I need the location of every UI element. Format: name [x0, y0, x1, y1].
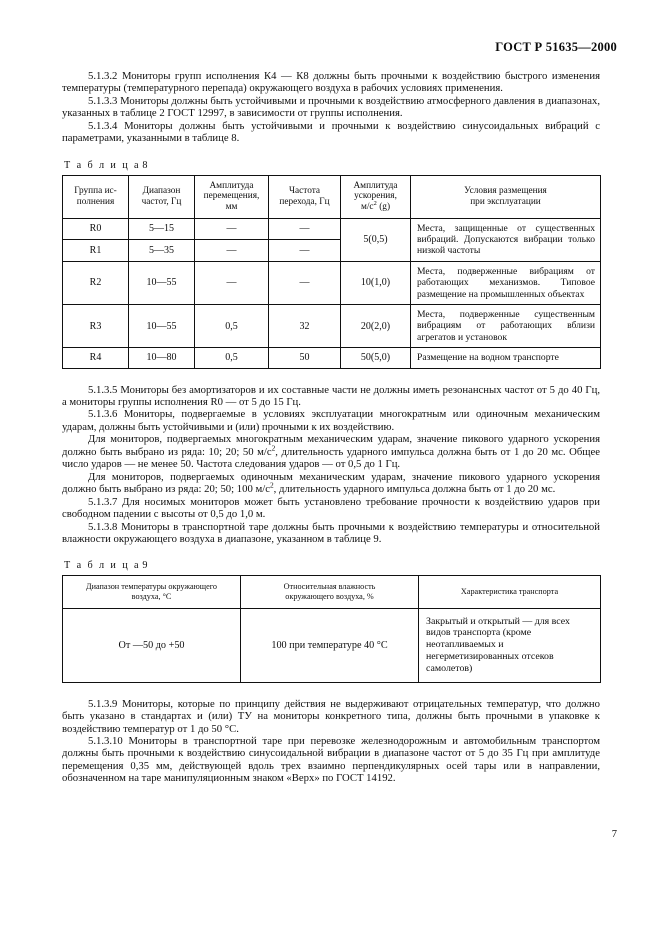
cell-group: R3	[63, 304, 129, 347]
hdr-line: Характеристика транспорта	[460, 587, 559, 597]
hdr-line: мм	[225, 201, 238, 212]
clause-5-1-3-3: 5.1.3.3 Мониторы должны быть устойчивыми и прочными к воздействию атмосферного давления в диапазонах, указанных в таблице 2 ГОСТ 12997, в зависимости от группы исполнения.	[62, 94, 600, 120]
cell-group: R2	[63, 261, 129, 304]
table-9	[62, 575, 601, 682]
spacer	[62, 683, 600, 698]
hdr-line: окружающего воздуха, %	[285, 592, 374, 602]
cell-transition-frequency: —	[269, 218, 341, 240]
superscript-two: 2	[271, 443, 276, 453]
cell-displacement-amplitude: —	[195, 240, 269, 262]
clause-5-1-3-6-multiple-shocks: Для мониторов, подвергаемых многократным механическим ударам, значение пикового ударного ускорения должно быть выбрано из ряда: 10; 20; 50 $м/с^2$, длительность ударного импульса должна быть от 1 до 20 мс. Общее число ударов — не менее 50. Частота следования ударов — от 0,5 до 1 Гц.	[62, 433, 600, 471]
table-9-col-transport-characteristic	[419, 576, 601, 608]
hdr-line: частот, Гц	[141, 196, 182, 207]
table-8-col-acceleration-amplitude	[341, 175, 411, 218]
cell-frequency-range: 5—35	[129, 240, 195, 262]
cell-placement-conditions: Места, подверженные вибрациям от работающих механизмов. Типовое размещение на промышленных объектах	[411, 261, 601, 304]
hdr-line: перехода, Гц	[279, 196, 330, 207]
cell-frequency-range: 10—80	[129, 348, 195, 368]
spacer	[62, 145, 600, 160]
hdr-line: (g)	[376, 201, 391, 212]
cell-displacement-amplitude: —	[195, 261, 269, 304]
table-8	[62, 175, 601, 369]
cell-transition-frequency: —	[269, 240, 341, 262]
table-9-col-temperature-range	[63, 576, 241, 608]
clause-5-1-3-4: 5.1.3.4 Мониторы должны быть устойчивыми и прочными к воздействию синусоидальных вибраций с параметрами, указанными в таблице 8.	[62, 119, 600, 145]
clause-5-1-3-8: 5.1.3.8 Мониторы в транспортной таре должны быть прочными к воздействию температуры и относительной влажности окружающего воздуха в диапазоне, указанном в таблице 9.	[62, 520, 600, 545]
cell-frequency-range: 10—55	[129, 304, 195, 347]
table-8-col-placement-conditions	[411, 175, 601, 218]
page-number: 7	[611, 829, 617, 840]
table-8-caption-label: Т а б л и ц а	[64, 159, 141, 171]
cell-displacement-amplitude: 0,5	[195, 348, 269, 368]
table-9-caption	[64, 560, 600, 571]
table-8-col-frequency-range	[129, 175, 195, 218]
cell-acceleration-amplitude: 50(5,0)	[341, 348, 411, 368]
table-8-col-group	[63, 175, 129, 218]
clause-5-1-3-2: 5.1.3.2 Мониторы групп исполнения К4 — К8 должны быть прочными к воздействию быстрого изменения температуры (температурного перепада) окружающего воздуха в рабочих условиях применения.	[62, 70, 600, 95]
hdr-line: Группа ис-	[74, 186, 117, 197]
running-head-standard-number: ГОСТ Р 51635—2000	[495, 40, 617, 54]
hdr-line: перемещения,	[203, 191, 260, 202]
cell-temperature-range: От —50 до +50	[63, 608, 241, 682]
clause-5-1-3-9: 5.1.3.9 Мониторы, которые по принципу действия не выдерживают отрицательных температур, что должно быть указано в стандартах и (или) ТУ на мониторы конкретного типа, должны быть прочными в упаковке к воздействию температур от 1 до 50 °С.	[62, 697, 600, 735]
cell-acceleration-amplitude: 10(1,0)	[341, 261, 411, 304]
hdr-line: Диапазон	[142, 186, 181, 197]
table-9-col-relative-humidity	[241, 576, 419, 608]
table-8-col-transition-frequency	[269, 175, 341, 218]
hdr-superscript: 2	[373, 199, 377, 207]
table-8-header-row	[63, 175, 601, 218]
table-row	[63, 348, 601, 368]
cell-group: R1	[63, 240, 129, 262]
cell-transition-frequency: —	[269, 261, 341, 304]
cell-displacement-amplitude: —	[195, 218, 269, 240]
hdr-line: Диапазон температуры окружающего	[86, 582, 217, 592]
cell-placement-conditions: Размещение на водном транспорте	[411, 348, 601, 368]
table-row	[63, 218, 601, 240]
cell-acceleration-amplitude: 5(0,5)	[341, 218, 411, 261]
table-8-caption	[64, 160, 600, 171]
table-8-caption-number: 8	[142, 159, 148, 171]
hdr-line: Относительная влажность	[283, 582, 376, 592]
page-content	[62, 70, 600, 785]
hdr-line: Условия размещения	[464, 186, 547, 197]
table-9-caption-number: 9	[142, 560, 148, 572]
spacer	[62, 545, 600, 560]
cell-placement-conditions: Места, защищенные от существенных вибраций. Допускаются вибрации только низкой частоты	[411, 218, 601, 261]
clause-5-1-3-7: 5.1.3.7 Для носимых мониторов может быть установлено требование прочности к воздействию ударов при свободном падении с высоты от 0,5 до 1,0 м.	[62, 495, 600, 521]
cell-transition-frequency: 32	[269, 304, 341, 347]
cell-group: R4	[63, 348, 129, 368]
hdr-line: Частота	[288, 186, 321, 197]
hdr-line: полнения	[76, 196, 115, 207]
cell-displacement-amplitude: 0,5	[195, 304, 269, 347]
cell-placement-conditions: Места, подверженные существенным вибрациям от работающих вблизи агрегатов и установок	[411, 304, 601, 347]
cell-frequency-range: 5—15	[129, 218, 195, 240]
hdr-line: при эксплуатации	[470, 196, 541, 207]
cell-relative-humidity: 100 при температуре 40 °С	[241, 608, 419, 682]
cell-group: R0	[63, 218, 129, 240]
clause-5-1-3-10: 5.1.3.10 Мониторы в транспортной таре при перевозке железнодорожным и автомобильным транспортом должны быть прочными к воздействию синусоидальной вибрации в диапазоне частот от 5 до 35 Гц при амплитуде перемещения 0,35 мм, действующей вдоль трех взаимно перпендикулярных осей тары или в направлении, обозначенном на таре манипуляционным знаком «Верх» по ГОСТ 14192.	[62, 734, 600, 785]
superscript-two: 2	[269, 480, 274, 490]
clause-5-1-3-6: 5.1.3.6 Мониторы, подвергаемые в условиях эксплуатации многократным или одиночным механическим ударам, должны быть устойчивыми и (или) прочными к их воздействию.	[62, 408, 600, 433]
spacer	[62, 369, 600, 384]
table-9-header-row	[63, 576, 601, 608]
hdr-line: Амплитуда	[353, 180, 398, 191]
clause-5-1-3-6-single-shocks: Для мониторов, подвергаемых одиночным механическим ударам, значение пикового ударного ускорения должно быть выбрано из ряда: 20; 50; 100 $м/с^2$, длительность ударного импульса должна быть от 1 до 20 мс.	[62, 470, 600, 496]
clause-5-1-3-5: 5.1.3.5 Мониторы без амортизаторов и их составные части не должны иметь резонансных частот от 5 до 40 Гц, а мониторы группы исполнения R0 — от 5 до 15 Гц.	[62, 383, 600, 409]
table-row	[63, 261, 601, 304]
cell-acceleration-amplitude: 20(2,0)	[341, 304, 411, 347]
cell-transport-characteristic: Закрытый и открытый — для всех видов транспорта (кроме неотапливаемых и негерметизированных отсеков самолетов)	[419, 608, 601, 682]
table-row	[63, 608, 601, 682]
hdr-line: воздуха, °С	[131, 592, 172, 602]
table-row	[63, 304, 601, 347]
table-8-col-displacement-amplitude	[195, 175, 269, 218]
hdr-line: ускорения,	[354, 191, 397, 202]
cell-frequency-range: 10—55	[129, 261, 195, 304]
hdr-line: Амплитуда	[209, 180, 254, 191]
hdr-line: м/с	[360, 201, 374, 212]
cell-transition-frequency: 50	[269, 348, 341, 368]
table-9-caption-label: Т а б л и ц а	[64, 560, 141, 572]
